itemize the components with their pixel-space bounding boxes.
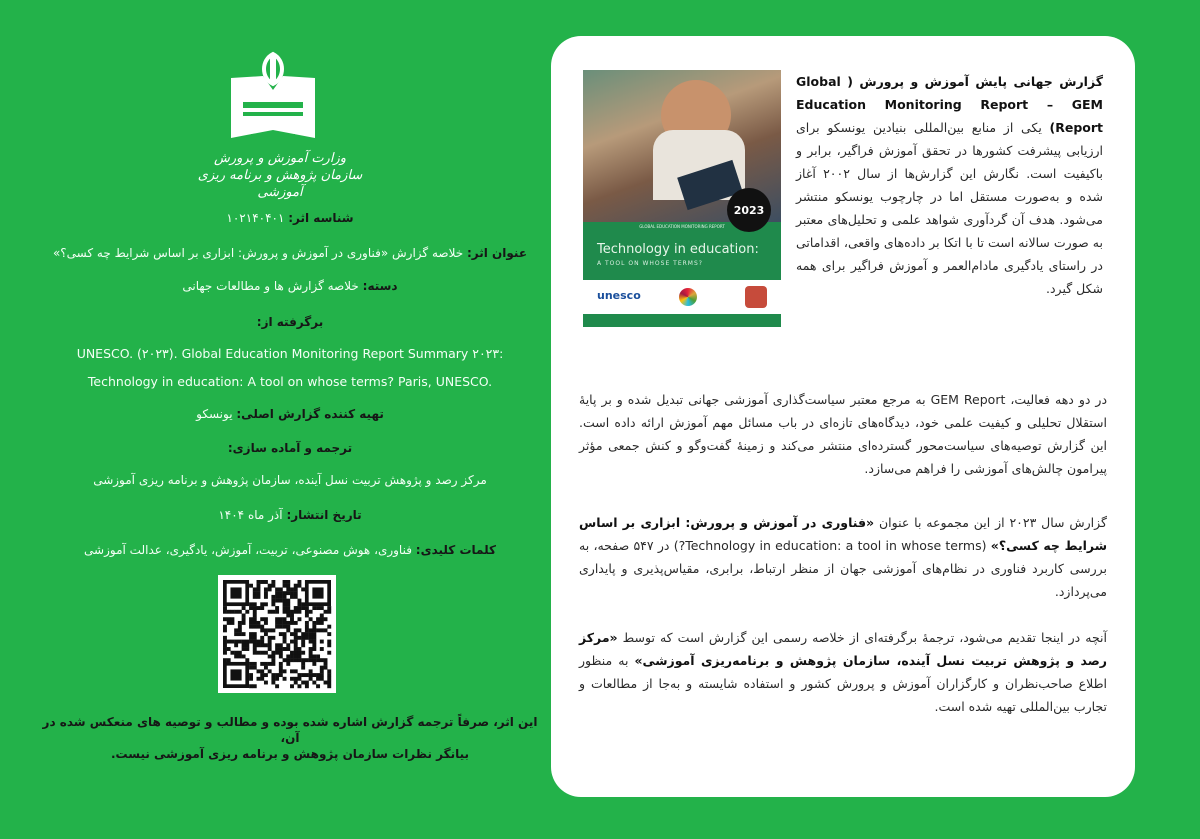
left-panel [40, 50, 540, 810]
disclaimer-line-2: بیانگر نظرات سازمان پژوهش و برنامه ریزی آموزشی نیست. [110, 747, 470, 761]
gem-title: گزارش جهانی پایش آموزش و پرورش ( Global Education Monitoring Report – GEM Report) [796, 74, 1103, 135]
title-row [40, 245, 540, 261]
qr-code[interactable] [218, 575, 336, 693]
unesco-logo: unesco [597, 289, 641, 302]
reference-line-2: Technology in education: A tool on whose terms? Paris, UNESCO. [87, 374, 493, 389]
ministry-line-1: وزارت آموزش و پرورش [213, 151, 346, 166]
translation-label-row [40, 440, 540, 456]
intro-paragraph [796, 70, 1103, 300]
ministry-logo-icon [223, 50, 323, 150]
author-label: تهیه کننده گزارش اصلی: [236, 407, 384, 421]
date-row [40, 507, 540, 523]
translation-value: مرکز رصد و پژوهش تربیت نسل آینده، سازمان پژوهش و برنامه ریزی آموزشی [93, 473, 487, 487]
report-2023-paragraph [579, 511, 1107, 603]
translation-label: ترجمه و آماده سازی: [227, 441, 353, 455]
id-value: ۱۰۲۱۴۰۴۰۱ [226, 211, 285, 225]
report-cover-image [583, 70, 781, 327]
cover-band: GLOBAL EDUCATION MONITORING REPORT [639, 224, 725, 229]
title-value: خلاصه گزارش «فناوری در آموزش و پرورش: ابزاری بر اساس شرایط چه کسی؟» [52, 246, 464, 260]
p3-part-a: گزارش سال ۲۰۲۳ از این مجموعه با عنوان [874, 515, 1107, 530]
id-row [40, 210, 540, 226]
source-label: برگرفته از: [256, 315, 324, 329]
keywords-label: کلمات کلیدی: [415, 543, 496, 557]
disclaimer-line-1: این اثر، صرفاً ترجمه گزارش اشاره شده بوده و مطالب و توصیه های منعکس شده در آن، [42, 715, 538, 745]
p4-part-b: به منظور اطلاع صاحب‌نظران و کارگزاران آموزش و پرورش کشور و استفاده شایسته و به‌جا از مطالعات و تجارب بین‌المللی تهیه شده است. [579, 653, 1107, 714]
id-label: شناسه اثر: [288, 211, 354, 225]
gem-logo-icon [745, 286, 767, 308]
p3-part-b: (Technology in education: a tool in whose terms?) در ۵۴۷ صفحه، به بررسی کاربرد فناوری در نظام‌های آموزشی جهان از منظر ارتباط، برابری، مقیاس‌پذیری و پایداری می‌پردازد. [579, 538, 1107, 599]
ministry-line-2: سازمان پژوهش و برنامه ریزی آموزشی [197, 168, 363, 200]
date-value: آذر ماه ۱۴۰۴ [218, 508, 283, 522]
author-row [40, 406, 540, 422]
keywords-row [40, 542, 540, 558]
source-row [40, 314, 540, 330]
title-label: عنوان اثر: [466, 246, 528, 260]
translation-paragraph [579, 626, 1107, 718]
category-value: خلاصه گزارش ها و مطالعات جهانی [182, 279, 359, 293]
cover-year-badge: 2023 [727, 188, 771, 232]
summary-card [551, 36, 1135, 797]
p3-bold-title: «فناوری در آموزش و پرورش: ابزاری بر اساس شرایط چه کسی؟» [579, 515, 1108, 553]
qr-code-icon [218, 575, 336, 693]
author-value: یونسکو [196, 407, 233, 421]
history-paragraph: در دو دهه فعالیت، GEM Report به مرجع معتبر سیاست‌گذاری آموزشی جهانی تبدیل شده و بر پایهٔ استقلال تحلیلی و کیفیت علمی خود، دیدگاه‌های تازه‌ای در باب مسائل مهم آموزش ارائه داده است. این گزارش توصیه‌های سیاست‌محور گسترده‌ای منتشر می‌کند و زمینهٔ گفت‌وگو و کنش جمعی مؤثر پیرامون چالش‌های آموزشی را فراهم می‌سازد. [579, 392, 1108, 476]
reference-line-1: UNESCO. (۲۰۲۳). Global Education Monitoring Report Summary ۲۰۲۳: [76, 346, 504, 361]
sdg-wheel-icon [679, 288, 697, 306]
cover-subtitle: A TOOL ON WHOSE TERMS? [597, 260, 703, 267]
category-label: دسته: [362, 279, 398, 293]
p4-bold-center: «مرکز رصد و پژوهش تربیت نسل آینده، سازمان پژوهش و برنامه‌ریزی آموزشی» [579, 630, 1108, 668]
category-row [40, 278, 540, 294]
ministry-signature [180, 150, 380, 201]
p4-part-a: آنچه در اینجا تقدیم می‌شود، ترجمهٔ برگرفته‌ای از خلاصه رسمی این گزارش است که توسط [617, 630, 1107, 645]
cover-logos [583, 280, 781, 314]
intro-body: یکی از منابع بین‌المللی بنیادین یونسکو برای ارزیابی پیشرفت کشورها در تحقق آموزش فراگیر، برابر و باکیفیت است. نگارش این گزارش‌ها از سال ۲۰۰۲ آغاز شده و به‌صورت مستقل اما در چارچوب یونسکو منتشر می‌شود. هدف آن گردآوری شواهد علمی و تحلیل‌های معتبر به صورت سالانه است تا با اتکا بر داده‌های واقعی، اقداماتی در راستای یادگیری مادام‌العمر و آموزش فراگیر برای همه شکل گیرد. [796, 120, 1104, 296]
date-label: تاریخ انتشار: [286, 508, 362, 522]
cover-title: Technology in education: [597, 242, 759, 257]
keywords-value: فناوری، هوش مصنوعی، تربیت، آموزش، یادگیری، عدالت آموزشی [84, 543, 412, 557]
